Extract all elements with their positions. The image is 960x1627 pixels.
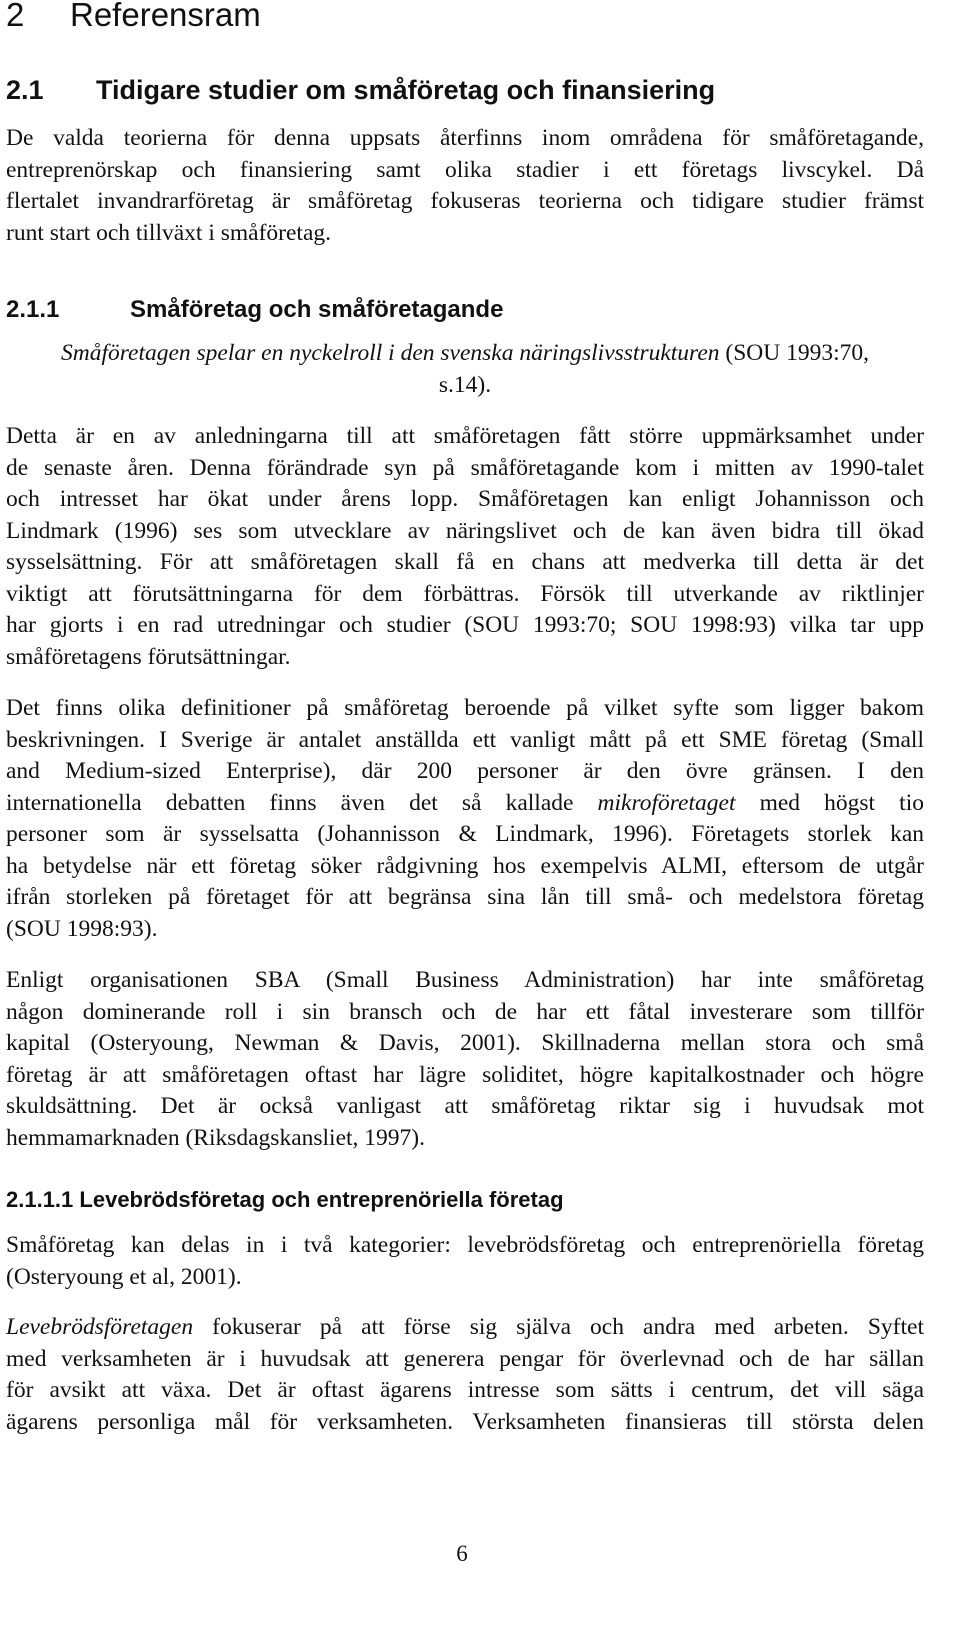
subsubsection-title: Levebrödsföretag och entreprenöriella företag (79, 1187, 564, 1212)
text-line: beskrivningen. I Sverige är antalet anställda ett vanligt mått på ett SME företag (Small (6, 726, 924, 753)
text-segment: fokuserar på att förse sig själva och andra med arbeten. Syftet (193, 1314, 924, 1340)
text-line: småföretagens förutsättningar. (6, 643, 291, 670)
text-line (6, 1312, 924, 1344)
text-line: Lindmark (1996) ses som utvecklare av näringslivet och de kan även bidra till ökad (6, 517, 924, 544)
text-line: viktigt att förutsättningarna för dem förbättras. Försök till utverkande av riktlinjer (6, 580, 924, 607)
text-line: (SOU 1998:93). (6, 915, 158, 942)
text-line: ifrån storleken på företaget för att begränsa sina lån till små- och medelstora företag (6, 884, 924, 910)
quote-italic: Småföretagen spelar en nyckelroll i den svenska näringslivsstrukturen (60, 340, 720, 366)
subsubsection-number: 2.1.1.1 (6, 1187, 74, 1212)
text-line: Småföretag kan delas in i två kategorier: levebrödsföretag och entreprenöriella företag (6, 1232, 924, 1258)
text-line: personer som är sysselsatta (Johannisson & Lindmark, 1996). Företagets storlek kan (6, 821, 924, 847)
text-line: de senaste åren. Denna förändrade syn på småföretagande kom i mitten av 1990-talet (6, 454, 924, 481)
section-number: 2.1 (6, 75, 44, 105)
text-line: ägarens personliga mål för verksamheten. Verksamheten finansieras till största delen (6, 1408, 924, 1435)
section-title: Tidigare studier om småföretag och finansiering (96, 75, 716, 105)
italic-term: Levebrödsföretagen (6, 1314, 194, 1340)
quote-line: s.14). (438, 371, 492, 398)
text-line: hemmamarknaden (Riksdagskansliet, 1997). (6, 1124, 425, 1151)
text-line: företag är att småföretagen oftast har lägre soliditet, högre kapitalkostnader och högre (6, 1061, 924, 1088)
text-line: sysselsättning. För att småföretagen skall få en chans att medverka till detta är det (6, 549, 924, 575)
body-paragraph-4 (6, 1230, 924, 1293)
text-line: (Osteryoung et al, 2001). (6, 1263, 242, 1290)
text-line: kapital (Osteryoung, Newman & Davis, 2001). Skillnaderna mellan stora och små (6, 1030, 924, 1056)
text-line: för avsikt att växa. Det är oftast ägarens intresse som sätts i centrum, det vill säga (6, 1377, 924, 1403)
body-paragraph-3 (6, 965, 924, 1154)
subsection-number: 2.1.1 (6, 296, 60, 323)
text-line: någon dominerande roll i sin bransch och de har ett fåtal investerare som tillför (6, 998, 924, 1025)
text-line: ha betydelse när ett företag söker rådgivning hos exempelvis ALMI, eftersom de utgår (6, 852, 924, 879)
text-line: har gjorts i en rad utredningar och studier (SOU 1993:70; SOU 1998:93) vilka tar upp (6, 612, 924, 638)
chapter-number: 2 (6, 0, 25, 33)
subsection-title: Småföretag och småföretagande (130, 296, 504, 323)
text-line: De valda teorierna för denna uppsats återfinns inom områdena för småföretagande, (6, 125, 924, 151)
text-line: and Medium-sized Enterprise), där 200 personer är den övre gränsen. I den (6, 758, 924, 784)
subsection-heading (6, 296, 503, 324)
section-heading (6, 75, 715, 106)
text-line: med verksamheten är i huvudsak att generera pengar för överlevnad och de har sällan (6, 1345, 924, 1372)
text-line: Det finns olika definitioner på småföretag beroende på vilket syfte som ligger bakom (6, 695, 924, 721)
quote-line (6, 338, 924, 370)
chapter-title: Referensram (70, 0, 261, 33)
body-paragraph-2 (6, 693, 924, 945)
text-segment: med högst tio (735, 789, 924, 816)
text-line: entreprenörskap och finansiering samt olika stadier i ett företags livscykel. Då (6, 156, 924, 183)
text-line: skuldsättning. Det är också vanligast att småföretag riktar sig i huvudsak mot (6, 1093, 924, 1119)
body-paragraph-1 (6, 421, 924, 673)
text-line: Detta är en av anledningarna till att småföretagen fått större uppmärksamhet under (6, 423, 924, 449)
subsubsection-heading (6, 1187, 564, 1213)
quote-citation: (SOU 1993:70, (719, 340, 870, 366)
body-paragraph-5 (6, 1312, 924, 1438)
quote-paragraph (6, 338, 924, 401)
intro-paragraph (6, 123, 924, 249)
text-line: Enligt organisationen SBA (Small Business Administration) har inte småföretag (6, 967, 924, 993)
italic-term: mikroföretaget (597, 789, 736, 816)
text-line: och intresset har ökat under årens lopp. Småföretagen kan enligt Johannisson och (6, 486, 924, 512)
text-segment: internationella debatten finns även det så kallade (6, 789, 598, 816)
text-line: flertalet invandrarföretag är småföretag fokuseras teorierna och tidigare studier främst (6, 188, 924, 214)
text-line (6, 788, 924, 820)
page-number: 6 (456, 1541, 468, 1566)
text-line: runt start och tillväxt i småföretag. (6, 219, 331, 246)
chapter-heading (6, 0, 261, 34)
